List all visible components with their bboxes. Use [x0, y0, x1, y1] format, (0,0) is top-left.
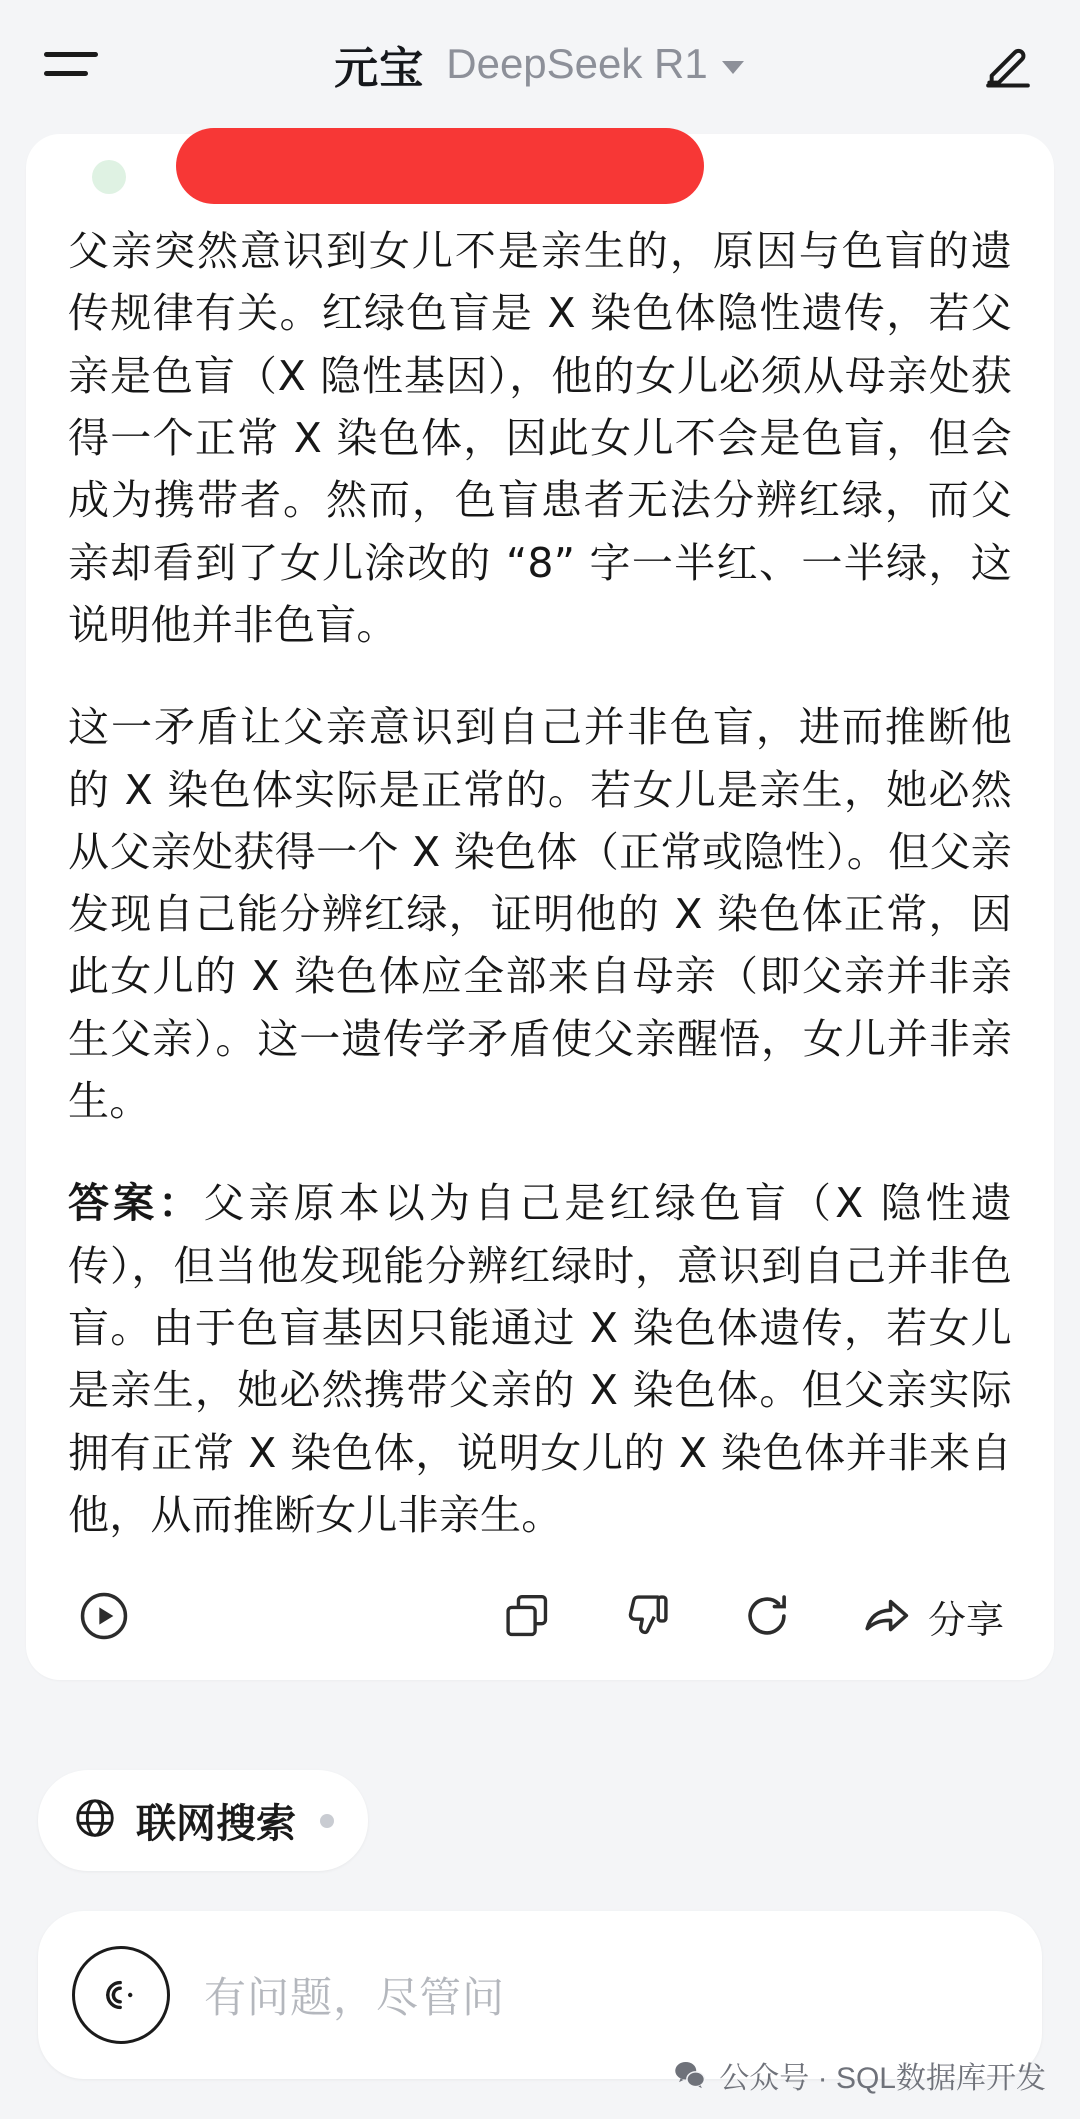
- message-paragraph-2: 这一矛盾让父亲意识到自己并非色盲，进而推断他的 X 染色体实际是正常的。若女儿是亲生，她必然从父亲处获得一个 X 染色体（正常或隐性）。但父亲发现自己能分辨红绿，证明他的 X 染色体正常，因此女儿的 X 染色体应全部来自母亲（即父亲并非亲生父亲）。这一遗传学矛盾使父亲醒悟，女儿并非亲生。: [68, 703, 1012, 1126]
- voice-wave-icon[interactable]: [72, 1946, 170, 2044]
- model-selector-label[interactable]: DeepSeek R1: [446, 40, 708, 87]
- message-paragraph-1: 父亲突然意识到女儿不是亲生的，原因与色盲的遗传规律有关。红绿色盲是 X 染色体隐性遗传，若父亲是色盲（X 隐性基因），他的女儿必须从母亲处获得一个正常 X 染色体，因此女儿不会是色盲，但会成为携带者。然而，色盲患者无法分辨红绿，而父亲却看到了女儿涂改的 “8” 字一半红、一半绿，这说明他并非色盲。: [68, 227, 1012, 649]
- wechat-icon: [673, 2058, 707, 2092]
- compose-icon[interactable]: [980, 36, 1036, 92]
- chat-scroll-area[interactable]: [0, 128, 1080, 2119]
- globe-icon: [72, 1795, 118, 1846]
- play-icon[interactable]: [76, 1588, 132, 1644]
- answer-label: 答案：: [68, 1179, 204, 1228]
- watermark: [673, 2053, 1046, 2097]
- share-button[interactable]: [860, 1589, 1004, 1644]
- redaction-mark: [176, 128, 704, 204]
- assistant-message-bubble: [26, 134, 1054, 1680]
- web-search-row: [38, 1770, 1042, 1871]
- top-bar: [0, 0, 1080, 128]
- copy-icon[interactable]: [500, 1589, 554, 1643]
- status-dot: [320, 1814, 334, 1828]
- web-search-chip[interactable]: [38, 1770, 368, 1871]
- redacted-header: [68, 154, 1012, 210]
- web-search-label: 联网搜索: [136, 1802, 296, 1846]
- message-action-bar: [68, 1570, 1012, 1650]
- page-title: 元宝: [334, 44, 425, 93]
- message-input[interactable]: 有问题，尽管问: [204, 1974, 506, 2021]
- hamburger-icon[interactable]: [44, 44, 98, 84]
- watermark-text: 公众号 · SQL数据库开发: [719, 2062, 1046, 2095]
- assistant-avatar: [92, 160, 126, 194]
- answer-text: 父亲原本以为自己是红绿色盲（X 隐性遗传），但当他发现能分辨红绿时，意识到自己并非色盲。由于色盲基因只能通过 X 染色体遗传，若女儿是亲生，她必然携带父亲的 X 染色体。但父亲实际拥有正常 X 染色体，说明女儿的 X 染色体并非来自他，从而推断女儿非亲生。: [68, 1179, 1012, 1539]
- refresh-icon[interactable]: [740, 1589, 794, 1643]
- message-paragraph-3: [68, 1172, 1012, 1546]
- chevron-down-icon[interactable]: [722, 61, 744, 74]
- title-area: [98, 32, 980, 96]
- thumbs-down-icon[interactable]: [620, 1589, 674, 1643]
- share-label: 分享: [927, 1599, 1004, 1642]
